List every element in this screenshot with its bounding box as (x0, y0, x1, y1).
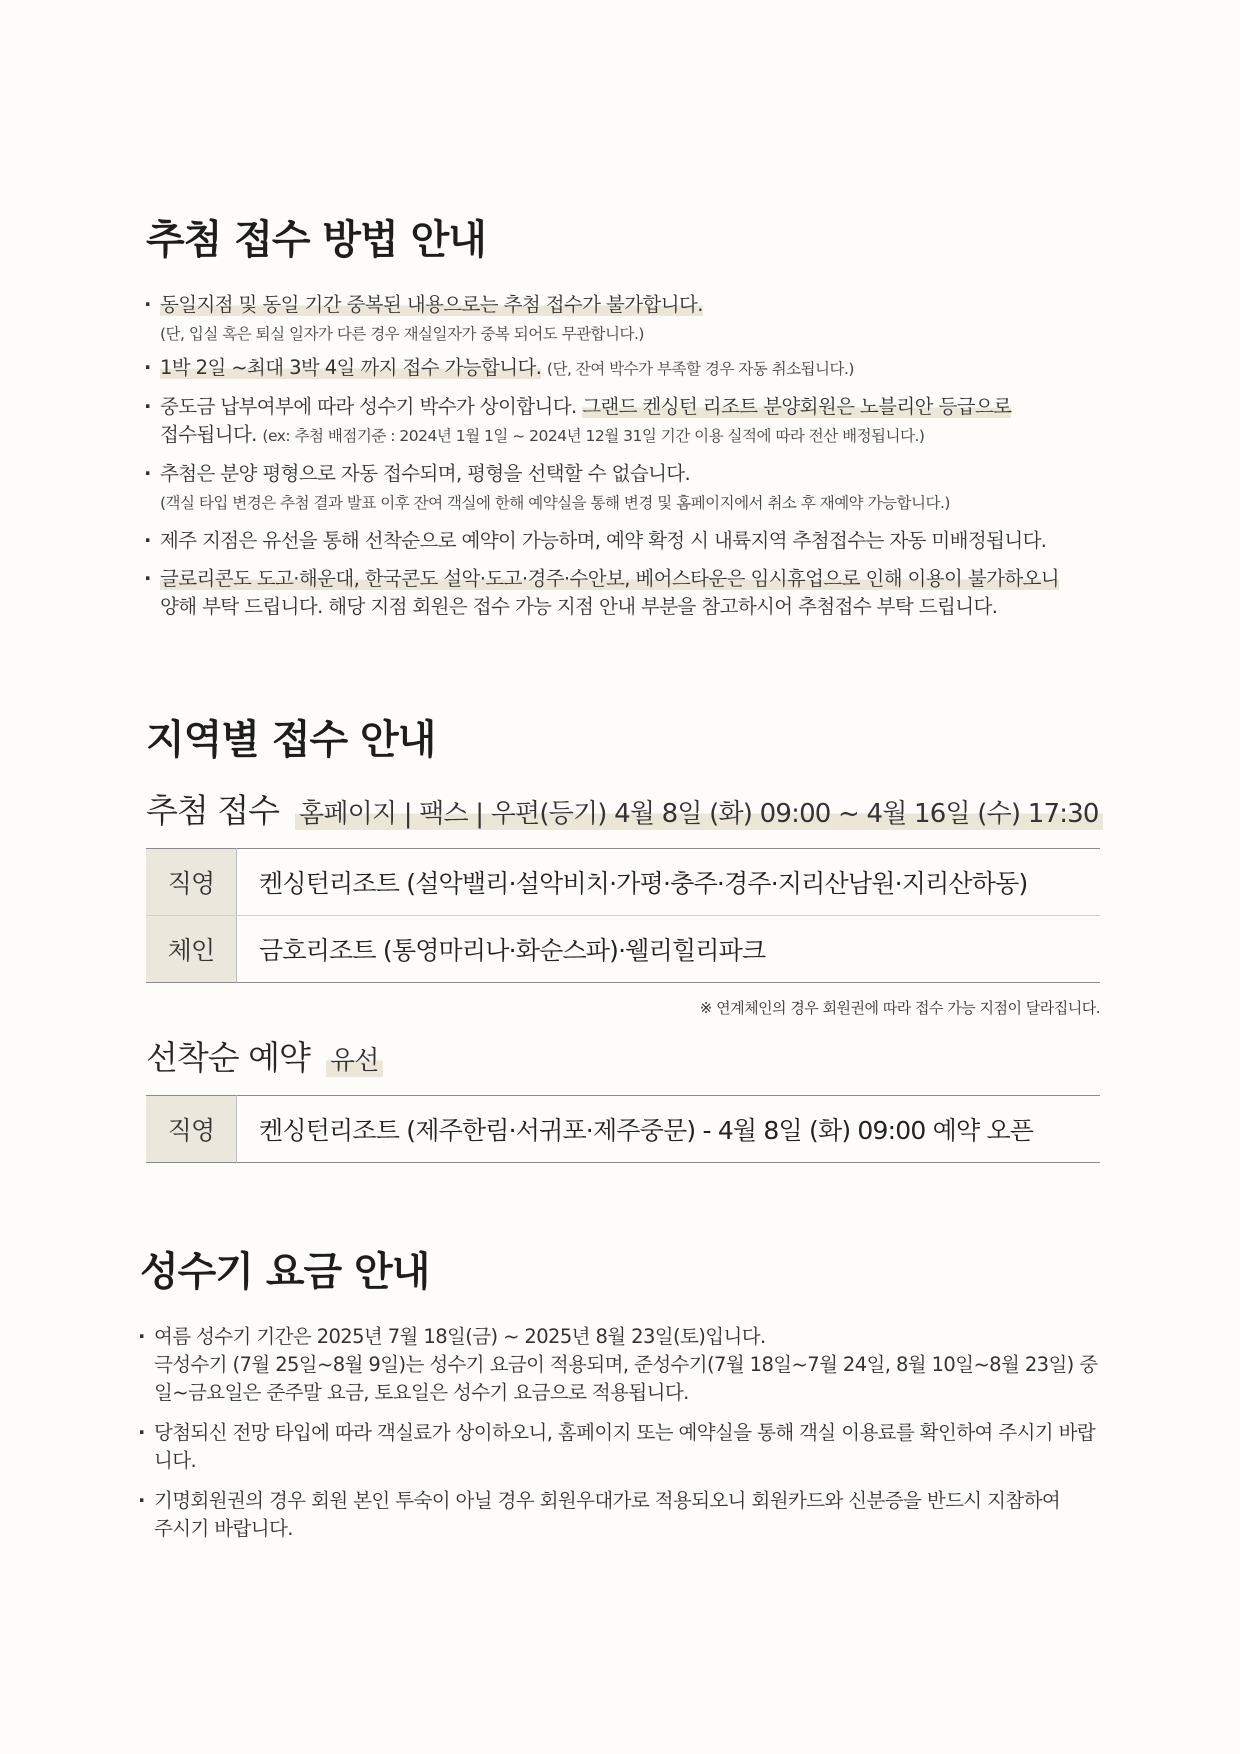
list-item-text: 제주 지점은 유선을 통해 선착순으로 예약이 가능하며, 예약 확정 시 내륙지역 추첨접수는 자동 미배정됩니다. (160, 529, 1047, 552)
list-item (146, 565, 1106, 621)
list-item (140, 1487, 1100, 1543)
peak-season-section (140, 1240, 1100, 1543)
lottery-period: 홈페이지 | 팩스 | 우편(등기) 4월 8일 (화) 09:00 ~ 4월 16일 (수) 17:30 (295, 793, 1103, 830)
lottery-period-row (146, 785, 1106, 832)
first-come-table (146, 1095, 1100, 1163)
lottery-method-title: 추첨 접수 방법 안내 (146, 217, 486, 263)
table-key: 직영 (146, 849, 237, 916)
list-item (146, 393, 1106, 450)
list-item-line: 기명회원권의 경우 회원 본인 투숙이 아닐 경우 회원우대가로 적용되오니 회원카드와 신분증을 반드시 지참하여 (154, 1489, 1061, 1512)
list-item-text: 동일지점 및 동일 기간 중복된 내용으로는 추첨 접수가 불가합니다. (160, 293, 703, 316)
list-item-line: 일~금요일은 준주말 요금, 토요일은 성수기 요금으로 적용됩니다. (154, 1381, 689, 1404)
first-come-label: 선착순 예약 (146, 1038, 310, 1077)
list-item-note: (단, 잔여 박수가 부족할 경우 자동 취소됩니다.) (546, 360, 854, 378)
table-row (146, 916, 1100, 983)
list-item-text: 중도금 납부여부에 따라 성수기 박수가 상이합니다. (160, 395, 577, 418)
table-value: 금호리조트 (통영마리나·화순스파)·웰리힐리파크 (259, 936, 766, 965)
table-key: 체인 (146, 916, 237, 983)
table-value: 켄싱턴리조트 (설악밸리·설악비치·가평·충주·경주·지리산남원·지리산하동) (237, 849, 1101, 916)
list-item-text: 1박 2일 ~최대 3박 4일 까지 접수 가능합니다. (160, 356, 542, 379)
list-item-text: 추첨은 분양 평형으로 자동 접수되며, 평형을 선택할 수 없습니다. (160, 462, 691, 485)
first-come-row (146, 1032, 1106, 1079)
list-item-line: 극성수기 (7월 25일~8월 9일)는 성수기 요금이 적용되며, 준성수기(7월 18일~7월 24일, 8월 10일~8월 23일) 중 (154, 1353, 1098, 1376)
list-item-text: 양해 부탁 드립니다. 해당 지점 회원은 접수 가능 지점 안내 부분을 참고하시어 추첨접수 부탁 드립니다. (160, 595, 998, 618)
list-item-line: 주시기 바랍니다. (154, 1517, 293, 1540)
list-item-line: 당첨되신 전망 타입에 따라 객실료가 상이하오니, 홈페이지 또는 예약실을 통해 객실 이용료를 확인하여 주시기 바랍니다. (154, 1421, 1096, 1472)
list-item (140, 1323, 1100, 1407)
lottery-label: 추첨 접수 (146, 791, 280, 830)
lottery-branch-table (146, 848, 1100, 983)
lottery-method-section (146, 208, 1106, 621)
region-section (146, 708, 1106, 1163)
list-item-text-highlight: 그랜드 켄싱턴 리조트 분양회원은 노블리안 등급으로 (582, 395, 1012, 418)
list-item-text: 접수됩니다. (160, 423, 257, 446)
list-item-text-highlight: 글로리콘도 도고·해운대, 한국콘도 설악·도고·경주·수안보, 베어스타운은 임시휴업으로 인해 이용이 불가하오니 (160, 567, 1060, 590)
table-value: 켄싱턴리조트 (제주한림·서귀포·제주중문) - 4월 8일 (화) 09:00 예약 오픈 (259, 1116, 1034, 1145)
list-item (146, 291, 1106, 348)
list-item (146, 527, 1106, 555)
chain-note: ※ 연계체인의 경우 회원권에 따라 접수 가능 지점이 달라집니다. (699, 999, 1100, 1017)
peak-season-list (140, 1323, 1100, 1543)
list-item-note: (단, 입실 혹은 퇴실 일자가 다른 경우 재실일자가 중복 되어도 무관합니다.) (160, 325, 644, 343)
list-item (140, 1419, 1100, 1475)
list-item-note: (ex: 추첨 배점기준 : 2024년 1월 1일 ~ 2024년 12월 31일 기간 이용 실적에 따라 전산 배정됩니다.) (262, 427, 925, 445)
table-row (146, 1096, 1100, 1163)
list-item (146, 354, 1106, 383)
list-item (146, 460, 1106, 517)
first-come-method: 유선 (326, 1040, 383, 1077)
list-item-note: (객실 타입 변경은 추첨 결과 발표 이후 잔여 객실에 한해 예약실을 통해 변경 및 홈페이지에서 취소 후 재예약 가능합니다.) (160, 494, 950, 512)
region-title: 지역별 접수 안내 (146, 717, 436, 763)
lottery-method-list (146, 291, 1106, 621)
table-key: 직영 (146, 1096, 237, 1163)
table-row (146, 849, 1100, 916)
list-item-line: 여름 성수기 기간은 2025년 7월 18일(금) ~ 2025년 8월 23일(토)입니다. (154, 1325, 766, 1348)
peak-season-title: 성수기 요금 안내 (140, 1249, 430, 1295)
